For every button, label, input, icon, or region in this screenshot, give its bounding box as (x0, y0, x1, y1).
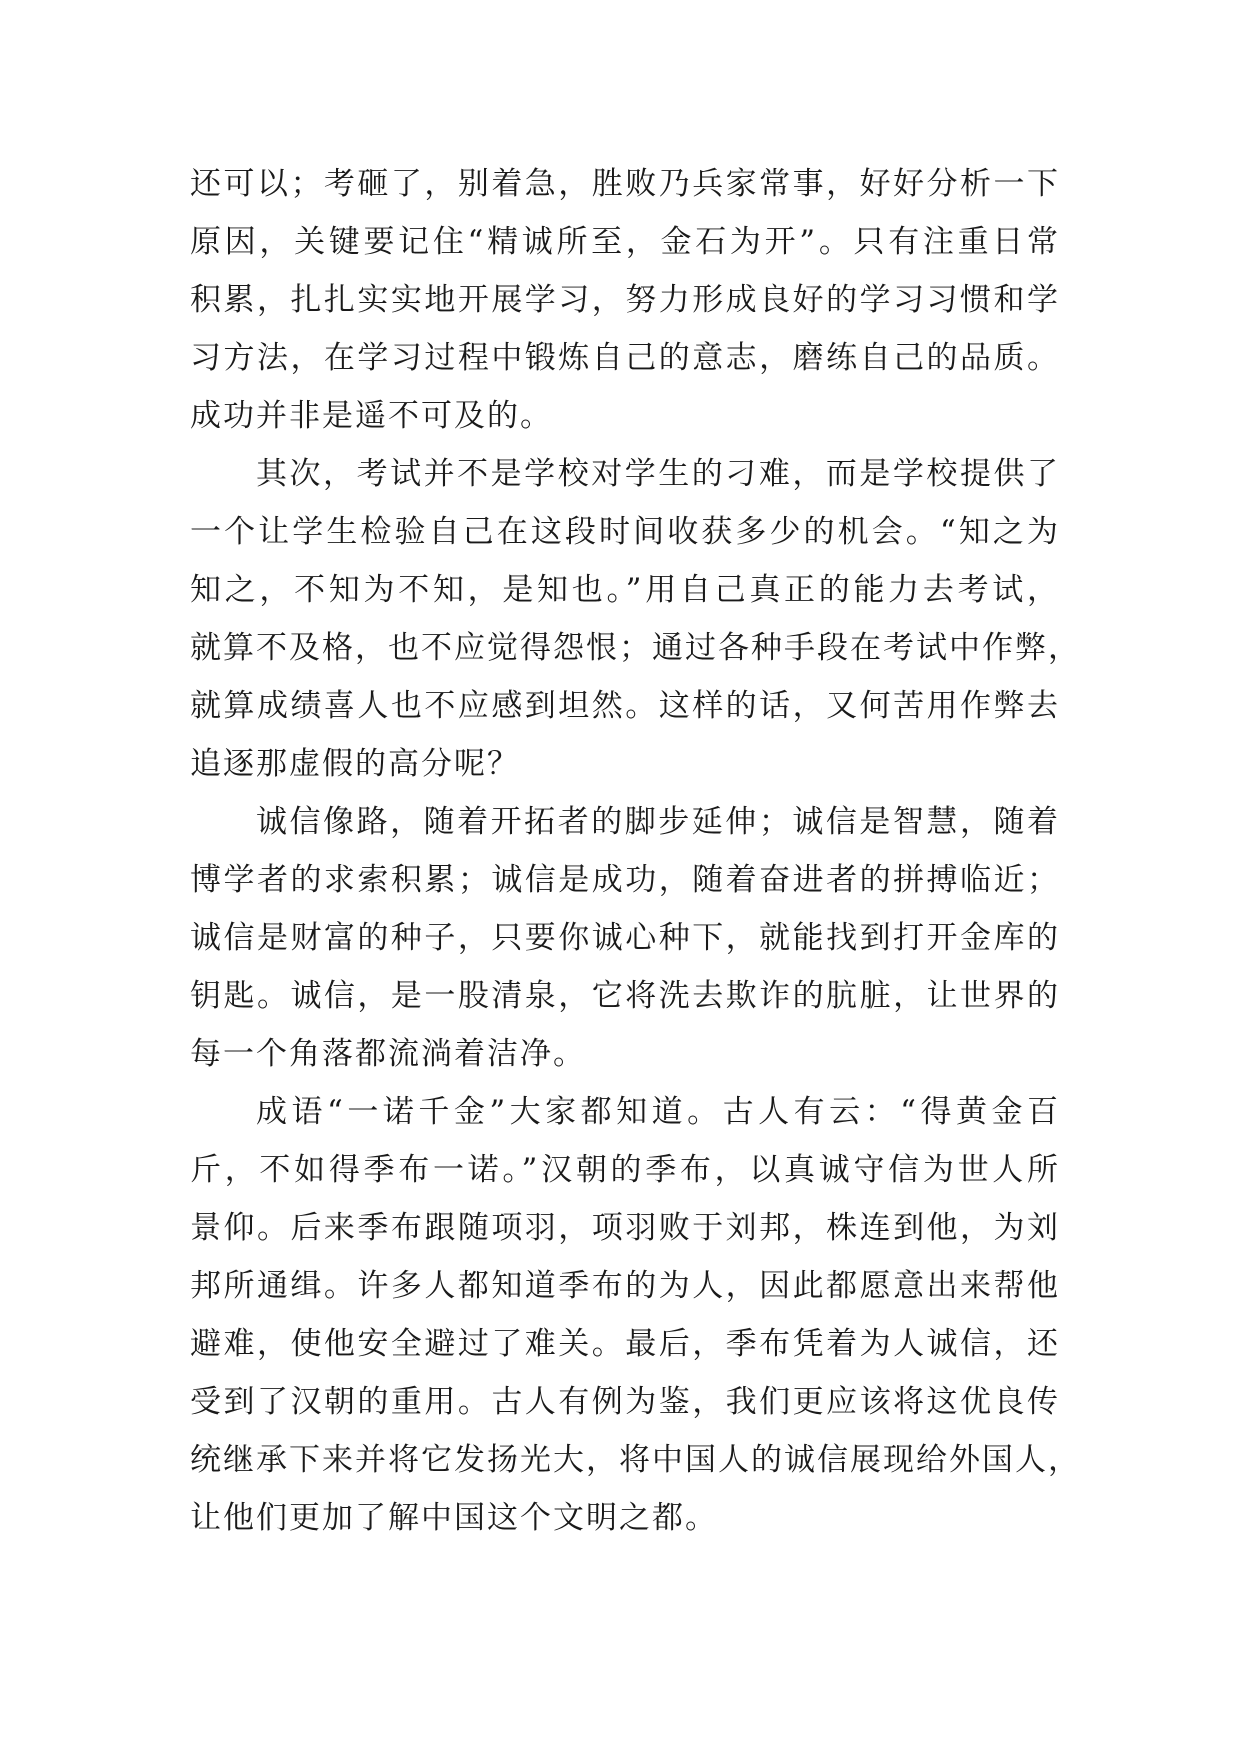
text-line: 斤，不如得季布一诺。”汉朝的季布，以真诚守信为世人所 (190, 1152, 1060, 1188)
text-line: 追逐那虚假的高分呢？ (190, 746, 520, 782)
text-line: 每一个角落都流淌着洁净。 (190, 1036, 586, 1072)
text-line: 博学者的求索积累；诚信是成功，随着奋进者的拼搏临近； (190, 862, 1060, 898)
text-line: 钥匙。诚信，是一股清泉，它将洗去欺诈的肮脏，让世界的 (190, 978, 1060, 1014)
text-line: 就算成绩喜人也不应感到坦然。这样的话，又何苦用作弊去 (190, 688, 1060, 724)
paragraph-first-line: 其次，考试并不是学校对学生的刁难，而是学校提供了 (256, 456, 1060, 492)
text-line: 积累，扎扎实实地开展学习，努力形成良好的学习习惯和学 (190, 282, 1060, 318)
text-line: 一个让学生检验自己在这段时间收获多少的机会。“知之为 (190, 514, 1060, 550)
text-line: 受到了汉朝的重用。古人有例为鉴，我们更应该将这优良传 (190, 1384, 1060, 1420)
paragraph-first-line: 诚信像路，随着开拓者的脚步延伸；诚信是智慧，随着 (256, 804, 1060, 840)
body-text (190, 155, 1081, 1547)
text-line: 原因，关键要记住“精诚所至，金石为开”。只有注重日常 (190, 224, 1060, 260)
text-line: 避难，使他安全避过了难关。最后，季布凭着为人诚信，还 (190, 1326, 1060, 1362)
text-line: 景仰。后来季布跟随项羽，项羽败于刘邦，株连到他，为刘 (190, 1210, 1060, 1246)
text-line: 还可以；考砸了，别着急，胜败乃兵家常事，好好分析一下 (190, 166, 1060, 202)
text-line: 让他们更加了解中国这个文明之都。 (190, 1500, 718, 1536)
text-line: 习方法，在学习过程中锻炼自己的意志，磨练自己的品质。 (190, 340, 1060, 376)
paragraph-first-line: 成语“一诺千金”大家都知道。古人有云：“得黄金百 (256, 1094, 1060, 1130)
text-line: 诚信是财富的种子，只要你诚心种下，就能找到打开金库的 (190, 920, 1060, 956)
text-line: 就算不及格，也不应觉得怨恨；通过各种手段在考试中作弊， (190, 630, 1081, 666)
text-line: 统继承下来并将它发扬光大，将中国人的诚信展现给外国人， (190, 1442, 1081, 1478)
text-line: 知之，不知为不知，是知也。”用自己真正的能力去考试， (190, 572, 1060, 608)
text-line: 邦所通缉。许多人都知道季布的为人，因此都愿意出来帮他 (190, 1268, 1060, 1304)
text-line: 成功并非是遥不可及的。 (190, 398, 553, 434)
